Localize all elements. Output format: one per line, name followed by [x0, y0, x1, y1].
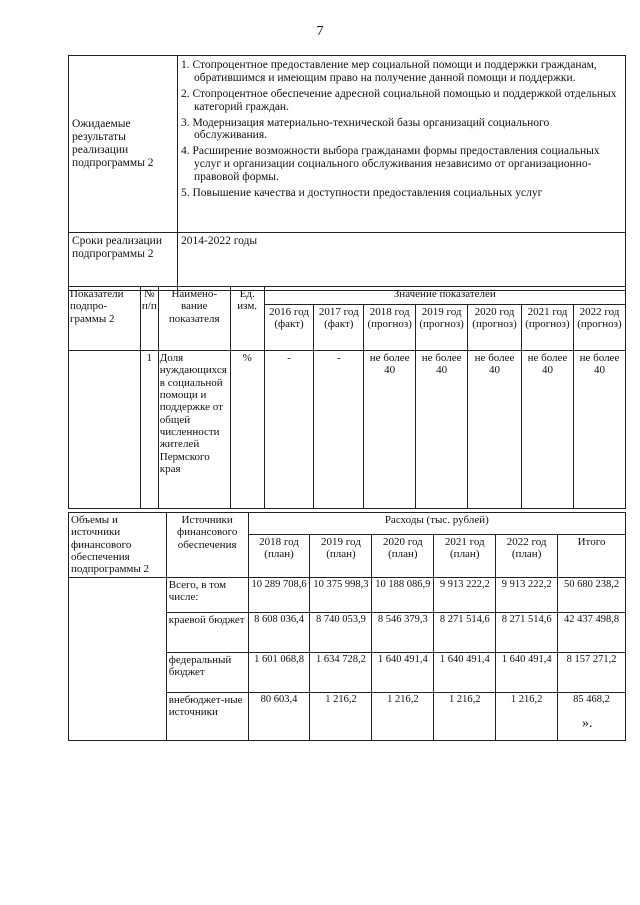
finance-total: 85 468,2: [558, 692, 626, 740]
finance-year-header: 2022 год (план): [496, 534, 558, 577]
indicator-row-name: Доля нуждающихся в социальной помощи и поддержке от общей численности жителей Пермского края: [158, 351, 230, 509]
finance-value: 1 640 491,4: [434, 652, 496, 692]
indicators-empty-cell: [69, 351, 141, 509]
finance-value: 9 913 222,2: [434, 577, 496, 612]
finance-value: 1 640 491,4: [372, 652, 434, 692]
indicators-header-values: Значение показателей: [264, 287, 625, 305]
page-number: 7: [316, 24, 324, 39]
indicator-year-header: [364, 305, 416, 351]
results-label: [69, 56, 178, 233]
indicator-year-note: (факт): [324, 318, 354, 331]
indicator-value: -: [314, 351, 364, 509]
indicator-year-note: (прогноз): [472, 318, 517, 331]
finance-value: 8 546 379,3: [372, 612, 434, 652]
finance-label: Объемы и источники финансового обеспечения подпрограммы 2: [69, 513, 167, 578]
finance-source: краевой бюджет: [166, 612, 248, 652]
indicator-year: 2018 год: [369, 306, 410, 318]
results-item: 2. Стопроцентное обеспечение адресной социальной помощью и поддержкой отдельных категорий граждан.: [181, 87, 617, 113]
indicator-year: 2019 год: [421, 306, 462, 318]
results-item: 4. Расширение возможности выбора гражданами формы предоставления социальных услуг и организации социального обслуживания независимо от организационно-правовой формы.: [181, 145, 600, 183]
indicator-row-num: 1: [140, 351, 158, 509]
finance-year-header: 2018 год (план): [248, 534, 310, 577]
finance-source: внебюджет-ные источники: [166, 692, 248, 740]
finance-header-expenses: Расходы (тыс. рублей): [248, 513, 625, 535]
finance-total: 50 680 238,2: [558, 577, 626, 612]
finance-row: [69, 577, 626, 612]
indicator-year-note: (прогноз): [367, 318, 412, 331]
passport-table-results: [68, 55, 626, 291]
finance-value: 1 216,2: [434, 692, 496, 740]
finance-value: 80 603,4: [248, 692, 310, 740]
results-item: 3. Модернизация материально-технической базы организаций социального обслуживания.: [181, 116, 550, 142]
indicator-year-header: [314, 305, 364, 351]
indicator-year: 2017 год: [318, 306, 359, 318]
indicators-label: Показатели подпро-граммы 2: [69, 287, 141, 351]
results-item: 5. Повышение качества и доступности предоставления социальных услуг: [181, 186, 543, 199]
finance-value: 10 289 708,6: [248, 577, 310, 612]
indicators-table: [68, 286, 626, 509]
indicator-year-note: (прогноз): [525, 318, 570, 331]
indicator-year-note: (прогноз): [577, 318, 622, 331]
results-label-text: Ожидаемые результаты реализации подпрограммы 2: [72, 118, 154, 169]
indicator-year-header: [468, 305, 522, 351]
closing-quote: ».: [582, 716, 593, 731]
indicator-year-header: [573, 305, 625, 351]
finance-value: 1 601 068,8: [248, 652, 310, 692]
finance-header-sources: Источники финансового обеспечения: [166, 513, 248, 578]
indicators-header-unit: Ед. изм.: [230, 287, 264, 351]
finance-value: 1 216,2: [310, 692, 372, 740]
finance-value: 10 188 086,9: [372, 577, 434, 612]
indicator-year-header: [264, 305, 314, 351]
indicator-year-note: (факт): [274, 318, 304, 331]
indicator-year: 2016 год: [269, 306, 309, 318]
indicator-value: -: [264, 351, 314, 509]
indicator-year-header: [522, 305, 574, 351]
finance-value: 8 608 036,4: [248, 612, 310, 652]
indicator-value: не более 40: [522, 351, 574, 509]
finance-value: 1 634 728,2: [310, 652, 372, 692]
indicator-year-header: [416, 305, 468, 351]
finance-value: 1 640 491,4: [496, 652, 558, 692]
finance-value: 9 913 222,2: [496, 577, 558, 612]
indicators-header-num: № п/п: [140, 287, 158, 351]
results-list-cell: [178, 56, 626, 233]
finance-table: [68, 512, 626, 741]
finance-year-header: 2020 год (план): [372, 534, 434, 577]
finance-value: 10 375 998,3: [310, 577, 372, 612]
finance-source: Всего, в том числе:: [166, 577, 248, 612]
finance-total-header: Итого: [558, 534, 626, 577]
indicator-value: не более 40: [364, 351, 416, 509]
indicator-year: 2021 год: [527, 306, 568, 318]
finance-year-header: 2021 год (план): [434, 534, 496, 577]
finance-value: 1 216,2: [372, 692, 434, 740]
finance-value: 8 271 514,6: [434, 612, 496, 652]
indicator-year: 2022 год: [579, 306, 620, 318]
finance-total: 42 437 498,8: [558, 612, 626, 652]
indicators-header-name: Наимено-вание показателя: [158, 287, 230, 351]
indicator-value: не более 40: [416, 351, 468, 509]
finance-label-spacer: [69, 577, 167, 740]
finance-total: 8 157 271,2: [558, 652, 626, 692]
terms-label: Сроки реализации подпрограммы 2: [69, 233, 178, 291]
indicator-row-unit: %: [230, 351, 264, 509]
indicator-value: не более 40: [468, 351, 522, 509]
finance-value: 8 271 514,6: [496, 612, 558, 652]
indicator-value: не более 40: [573, 351, 625, 509]
finance-source: федеральный бюджет: [166, 652, 248, 692]
indicator-year: 2020 год: [474, 306, 515, 318]
finance-value: 8 740 053,9: [310, 612, 372, 652]
finance-value: 1 216,2: [496, 692, 558, 740]
terms-value: 2014-2022 годы: [178, 233, 626, 291]
indicator-year-note: (прогноз): [419, 318, 464, 331]
finance-year-header: 2019 год (план): [310, 534, 372, 577]
results-list: [181, 59, 622, 200]
results-item: 1. Стопроцентное предоставление мер социальной помощи и поддержки гражданам, обратившимся и имеющим право на получение данной помощи и поддержки.: [181, 59, 597, 84]
